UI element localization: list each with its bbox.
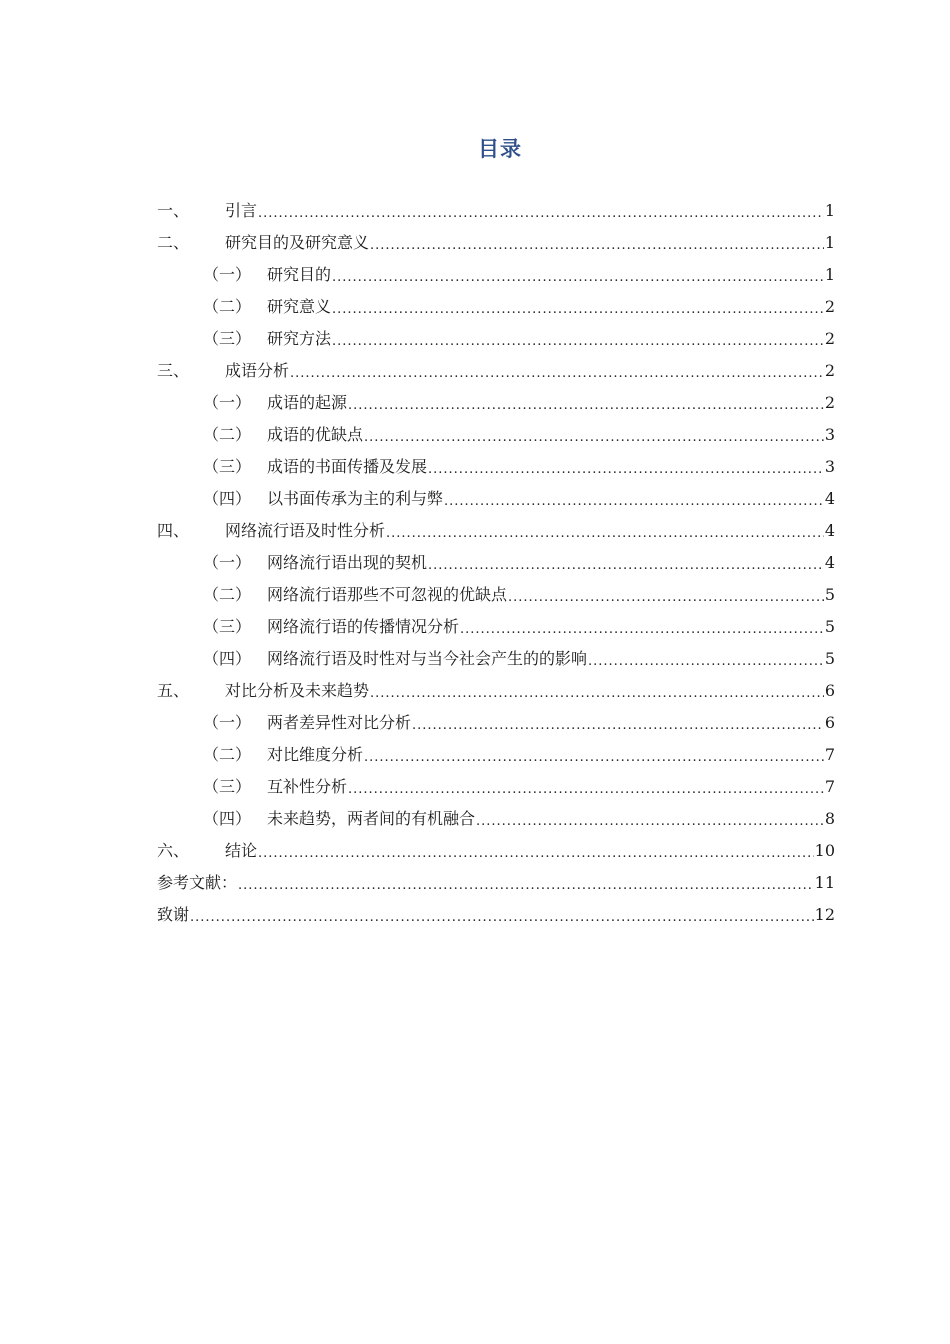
dot-leader [364,423,824,451]
toc-entry-label: 网络流行语那些不可忽视的优缺点 [267,585,508,604]
toc-entry-label: 致谢 [157,905,190,924]
toc-entry-label: 两者差异性对比分析 [267,713,412,732]
toc-entry-label: 研究方法 [267,329,332,348]
toc-entry-number: （一） [203,713,252,732]
toc-entry[interactable] [157,390,835,422]
toc-entry-page-number: 2 [824,393,835,412]
toc-entry[interactable] [157,230,835,262]
toc-entry-number: （一） [203,553,252,572]
dot-leader [428,551,824,579]
toc-entry-label: 研究目的 [267,265,332,284]
toc-entry-number: （一） [203,265,252,284]
toc-entry-page-number: 1 [824,265,835,284]
toc-entry-page-number: 6 [824,713,835,732]
toc-entry-label: 以书面传承为主的利与弊 [267,489,444,508]
toc-entry[interactable] [157,262,835,294]
toc-entry-page-number: 7 [824,777,835,796]
toc-entry-label: 成语的起源 [267,393,348,412]
toc-entry-label: 结论 [225,841,258,860]
toc-entry-page-number: 1 [824,201,835,220]
toc-entry-number: （四） [203,649,252,668]
toc-entry-number: 六、 [157,841,190,860]
toc-entry-label: 网络流行语出现的契机 [267,553,428,572]
toc-entry[interactable] [157,870,835,902]
toc-entry-page-number: 3 [824,457,835,476]
toc-entry-number: 三、 [157,361,190,380]
toc-entry-page-number: 5 [824,585,835,604]
toc-entry-page-number: 7 [824,745,835,764]
toc-entry[interactable] [157,518,835,550]
toc-entry-page-number: 5 [824,617,835,636]
toc-entry-label: 网络流行语及时性对与当今社会产生的的影响 [267,649,588,668]
dot-leader [508,583,824,611]
toc-entry-page-number: 4 [824,553,835,572]
toc-entry-label: 研究意义 [267,297,332,316]
toc-entry-number: （一） [203,393,252,412]
toc-entry-number: 四、 [157,521,190,540]
toc-title: 目录 [478,137,522,161]
dot-leader [332,327,824,355]
toc-entry-label: 成语的优缺点 [267,425,364,444]
toc-entry-number: （四） [203,489,252,508]
dot-leader [258,839,814,867]
toc-entry-number: 一、 [157,201,190,220]
toc-entry-label: 成语的书面传播及发展 [267,457,428,476]
toc-entry-page-number: 4 [824,521,835,540]
toc-entry-label: 成语分析 [225,361,290,380]
toc-entry-label: 网络流行语及时性分析 [225,521,386,540]
toc-entry-page-number: 2 [824,329,835,348]
table-of-contents [157,198,835,934]
toc-entry-page-number: 2 [824,361,835,380]
toc-entry-label: 未来趋势，两者间的有机融合 [267,809,476,828]
toc-entry-page-number: 5 [824,649,835,668]
dot-leader [332,263,824,291]
dot-leader [370,231,824,259]
dot-leader [348,391,824,419]
dot-leader [190,903,814,931]
toc-entry-page-number: 2 [824,297,835,316]
toc-entry[interactable] [157,646,835,678]
toc-entry-number: （二） [203,745,252,764]
toc-entry-label: 对比维度分析 [267,745,364,764]
toc-entry[interactable] [157,422,835,454]
toc-entry[interactable] [157,358,835,390]
toc-entry[interactable] [157,582,835,614]
dot-leader [386,519,824,547]
dot-leader [444,487,824,515]
toc-entry[interactable] [157,198,835,230]
dot-leader [412,711,824,739]
toc-entry-label: 引言 [225,201,258,220]
dot-leader [428,455,824,483]
toc-entry-label: 网络流行语的传播情况分析 [267,617,460,636]
toc-entry[interactable] [157,614,835,646]
toc-entry-label: 研究目的及研究意义 [225,233,370,252]
toc-entry-number: （三） [203,617,252,636]
dot-leader [258,199,824,227]
toc-entry-page-number: 6 [824,681,835,700]
toc-entry-number: 二、 [157,233,190,252]
toc-entry[interactable] [157,294,835,326]
toc-entry-page-number: 8 [824,809,835,828]
toc-entry[interactable] [157,550,835,582]
toc-entry-page-number: 10 [814,841,835,860]
dot-leader [588,647,824,675]
toc-entry[interactable] [157,486,835,518]
toc-entry-number: （三） [203,457,252,476]
toc-entry[interactable] [157,678,835,710]
dot-leader [332,295,824,323]
dot-leader [370,679,824,707]
toc-entry-page-number: 4 [824,489,835,508]
dot-leader [364,743,824,771]
dot-leader [476,807,824,835]
toc-entry-page-number: 12 [814,905,835,924]
toc-entry-number: （二） [203,297,252,316]
toc-entry-page-number: 3 [824,425,835,444]
toc-entry-number: （四） [203,809,252,828]
toc-entry-number: （二） [203,585,252,604]
toc-entry-page-number: 1 [824,233,835,252]
toc-entry-number: （三） [203,777,252,796]
dot-leader [290,359,824,387]
toc-entry[interactable] [157,838,835,870]
toc-entry[interactable] [157,710,835,742]
toc-entry-number: （二） [203,425,252,444]
toc-entry[interactable] [157,742,835,774]
toc-entry-label: 参考文献： [157,873,238,892]
toc-entry-number: （三） [203,329,252,348]
toc-entry[interactable] [157,902,835,934]
toc-entry-label: 互补性分析 [267,777,348,796]
toc-entry-number: 五、 [157,681,190,700]
toc-entry[interactable] [157,806,835,838]
toc-entry[interactable] [157,774,835,806]
dot-leader [348,775,824,803]
toc-entry-label: 对比分析及未来趋势 [225,681,370,700]
toc-entry[interactable] [157,326,835,358]
toc-entry-page-number: 11 [814,873,835,892]
dot-leader [238,871,814,899]
dot-leader [460,615,824,643]
toc-entry[interactable] [157,454,835,486]
